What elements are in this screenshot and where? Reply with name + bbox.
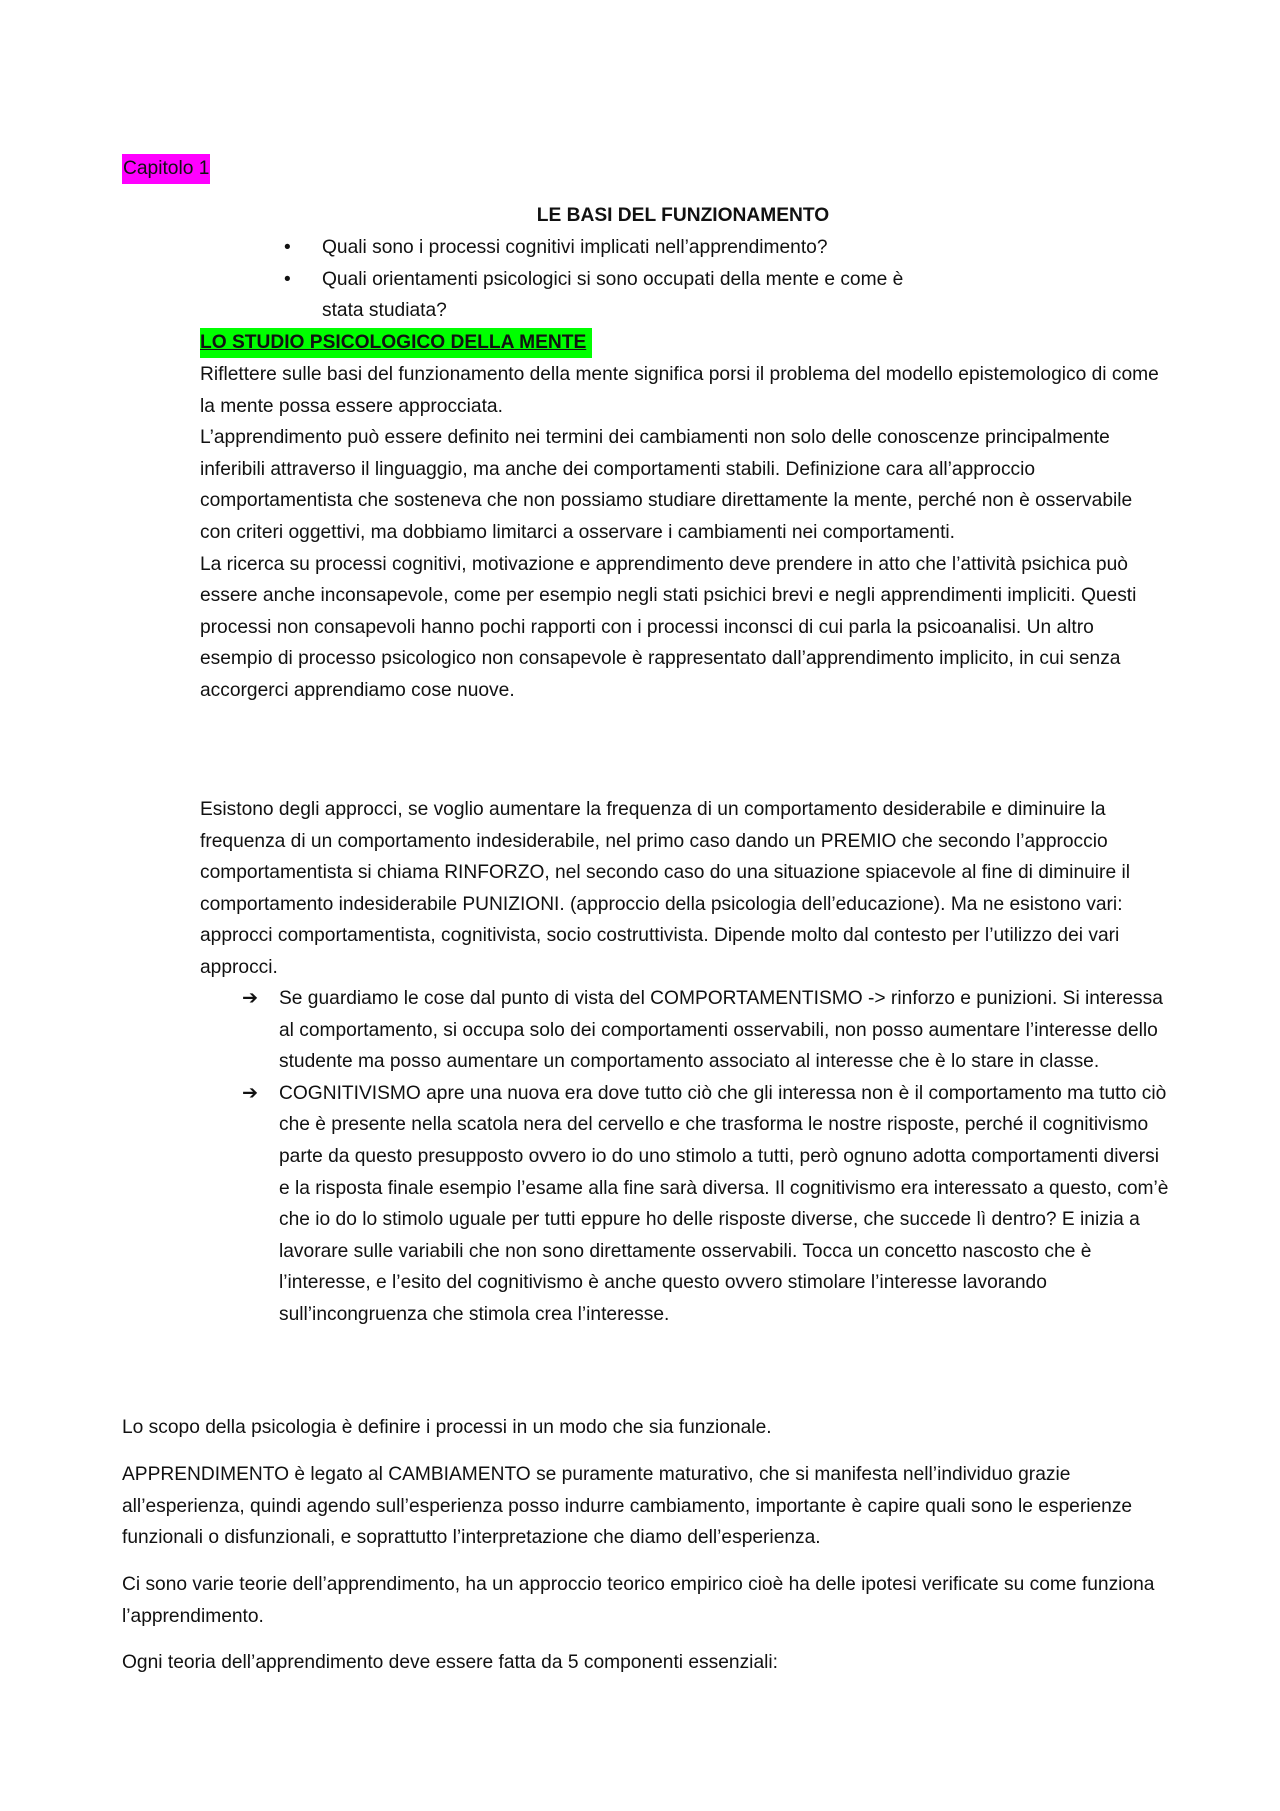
list-item [242,983,1172,1078]
paragraph: Riflettere sulle basi del funzionamento della mente significa porsi il problema del modello epistemologico di come la mente possa essere approcciata. [200,364,1159,417]
closing-paragraph [122,1647,1172,1679]
paragraph: Ci sono varie teorie dell’apprendimento, ha un approccio teorico empirico cioè ha delle ipotesi verificate su come funziona l’apprendimento. [122,1574,1155,1627]
paragraph: La ricerca su processi cognitivi, motivazione e apprendimento deve prendere in atto che l’attività psichica può essere anche inconsapevole, come per esempio negli stati psichici brevi e negli apprendimenti impliciti. Questi processi non consapevoli hanno pochi rapporti con i processi inconsci di cui parla la psicoanalisi. Un altro esempio di processo psicologico non consapevole è rappresentato dall’apprendimento implicito, in cui senza accorgerci apprendiamo cose nuove. [200,553,1137,701]
question-text: Quali sono i processi cognitivi implicati nell’apprendimento? [322,237,828,258]
questions-list [284,232,944,327]
closing-paragraph [122,1412,1172,1444]
list-item [284,264,944,327]
bullet-icon: • [284,237,291,258]
arrow-item-text: COGNITIVISMO apre una nuova era dove tutto ciò che gli interessa non è il comportamento ma tutto ciò che è presente nella scatola nera del cervello e che trasforma le nostre risposte, perché il cognitivismo parte da questo presupposto ovvero io do uno stimolo a tutti, però ognuno adotta comportamenti diversi e la risposta finale esempio l’esame alla fine sarà diversa. Il cognitivismo era interessato a questo, com’è che io do lo stimolo uguale per tutti eppure ho delle risposte diverse, che succede lì dentro? E inizia a lavorare sulle variabili che non sono direttamente osservabili. Tocca un concetto nascosto che è l’interesse, e l’esito del cognitivismo è anche questo ovvero stimolare l’interesse lavorando sull’incongruenza che stimola crea l’interesse. [279,1082,1169,1325]
approcci-paragraph [200,794,1160,984]
arrow-right-icon: ➔ [242,1082,259,1104]
paragraph: Ogni teoria dell’apprendimento deve essere fatta da 5 componenti essenziali: [122,1652,778,1673]
closing-paragraph [122,1569,1172,1632]
section-heading: LO STUDIO PSICOLOGICO DELLA MENTE [200,328,592,358]
bullet-icon: • [284,268,291,290]
list-item [284,232,944,264]
paragraph: APPRENDIMENTO è legato al CAMBIAMENTO se puramente maturativo, che si manifesta nell’individuo grazie all’esperienza, quindi agendo sull’esperienza posso indurre cambiamento, importante è capire quali sono le esperienze funzionali o disfunzionali, e soprattutto l’interpretazione che diamo dell’esperienza. [122,1464,1133,1549]
intro-paragraphs [200,359,1160,707]
chapter-label: Capitolo 1 [122,154,210,184]
list-item [242,1078,1172,1331]
paragraph: Esistono degli approcci, se voglio aumentare la frequenza di un comportamento desiderabile e diminuire la frequenza di un comportamento indesiderabile, nel primo caso dando un PREMIO che secondo l’approccio comportamentista si chiama RINFORZO, nel secondo caso do una situazione spiacevole al fine di diminuire il comportamento indesiderabile PUNIZIONI. (approccio della psicologia dell’educazione). Ma ne esistono vari: approcci comportamentista, cognitivista, socio costruttivista. Dipende molto dal contesto per l’utilizzo dei vari approcci. [200,799,1130,978]
paragraph: L’apprendimento può essere definito nei termini dei cambiamenti non solo delle conoscenze principalmente inferibili attraverso il linguaggio, ma anche dei comportamenti stabili. Definizione cara all’approccio comportamentista che sosteneva che non possiamo studiare direttamente la mente, perché non è osservabile con criteri oggettivi, ma dobbiamo limitarci a osservare i cambiamenti nei comportamenti. [200,427,1133,543]
page-title: LE BASI DEL FUNZIONAMENTO [536,205,830,226]
question-text: Quali orientamenti psicologici si sono occupati della mente e come è stata studiata? [322,268,904,321]
paragraph: Lo scopo della psicologia è definire i processi in un modo che sia funzionale. [122,1417,772,1438]
arrow-right-icon: ➔ [242,988,259,1009]
arrow-list [242,983,1172,1331]
arrow-item-text: Se guardiamo le cose dal punto di vista del COMPORTAMENTISMO -> rinforzo e punizioni. Si interessa al comportamento, si occupa solo dei comportamenti osservabili, non posso aumentare l’interesse dello studente ma posso aumentare un comportamento associato al interesse che è lo stare in classe. [279,988,1163,1073]
closing-paragraph [122,1459,1172,1554]
